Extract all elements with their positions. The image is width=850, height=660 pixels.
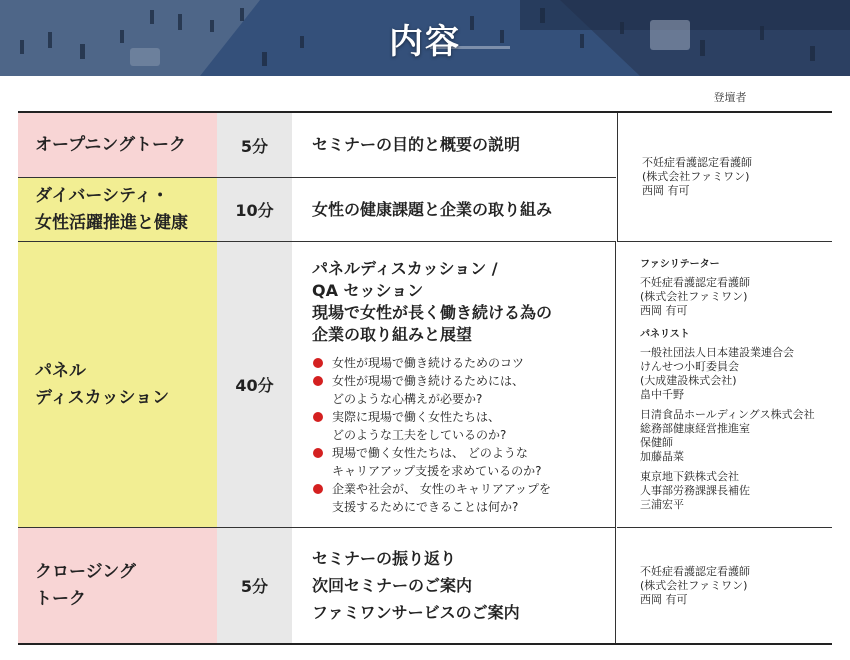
content-cell [292,113,615,177]
discussion-topic-list [312,354,615,516]
speaker-cell-closing [615,528,832,643]
content-cell [292,242,615,527]
duration-label: 40分 [235,376,274,395]
facilitator-block: 不妊症看護認定看護師 (株式会社ファミワン) 西岡 有可 [640,276,750,317]
topic-cell [18,113,217,177]
topic-cell [18,178,217,241]
speaker-cell-panel [615,242,832,527]
bullet-dot-icon [313,358,323,368]
content-line: 女性の健康課題と企業の取り組み [312,199,553,219]
list-item: 実際に現場で働く女性たちは、 どのような工夫をしているのか? [312,408,615,444]
content-line: セミナーの振り返り [312,549,457,568]
panelist-block: 東京地下鉄株式会社 人事部労務課課長補佐 三浦宏平 [640,470,750,511]
row-divider [18,177,616,178]
content-line: QA セッション [312,281,424,300]
speaker-company: (株式会社ファミワン) [640,578,748,592]
content-cell [292,178,615,241]
duration-cell [217,242,292,527]
list-item: 企業や社会が、 女性のキャリアアップを 支援するためにできることは何か? [312,480,615,516]
content-line: 次回セミナーのご案内 [312,576,473,595]
list-item: 女性が現場で働き続けるためには、 どのような心構えが必要か? [312,372,615,408]
speaker-name: 西岡 有可 [640,592,688,606]
topic-label: オープニングトーク [35,134,186,155]
speaker-company: (株式会社ファミワン) [642,170,750,183]
content-line: セミナーの目的と概要の説明 [312,135,521,154]
content-line: 現場で女性が長く働き続ける為の [312,303,553,322]
topic-label: 女性活躍推進と健康 [35,212,188,233]
bullet-dot-icon [313,412,323,422]
bullet-dot-icon [313,484,323,494]
table-row-panel [18,242,832,527]
topic-label: クロージング [35,561,136,582]
duration-cell [217,113,292,177]
page-title: 内容 [389,22,461,62]
panelist-block: 日清食品ホールディングス株式会社 総務部健康経営推進室 保健師 加藤晶菜 [640,408,815,463]
speaker-title: 不妊症看護認定看護師 [640,564,750,578]
list-item: 現場で働く女性たちは、 どのような キャリアアップ支援を求めているのか? [312,444,615,480]
content-line: 企業の取り組みと展望 [312,325,473,344]
panelist-block: 一般社団法人日本建設業連合会 けんせつ小町委員会 (大成建設株式会社) 畠中千野 [640,346,794,401]
table-bottom-rule [18,643,832,645]
topic-label: ディスカッション [35,387,170,408]
content-line: ファミワンサービスのご案内 [312,603,520,622]
header-banner [0,0,850,76]
speaker-name: 西岡 有可 [642,184,690,197]
duration-cell [217,528,292,643]
bullet-dot-icon [313,448,323,458]
speaker-title: 不妊症看護認定看護師 [642,156,752,169]
bullet-dot-icon [313,376,323,386]
table-row-closing [18,528,832,643]
duration-label: 5分 [240,136,269,156]
speaker-column-header: 登壇者 [713,91,747,104]
panelist-label: パネリスト [640,329,690,340]
list-item: 女性が現場で働き続けるためのコツ [312,354,615,372]
topic-cell [18,528,217,643]
facilitator-label: ファシリテーター [640,259,720,270]
topic-label: ダイバーシティ・ [35,185,169,206]
topic-label: パネル [35,360,86,381]
duration-label: 5分 [240,577,269,596]
topic-cell [18,242,217,527]
duration-label: 10分 [235,201,274,220]
duration-cell [217,178,292,241]
content-cell [292,528,615,643]
content-line: パネルディスカッション / [312,259,498,278]
topic-label: トーク [35,588,86,609]
speaker-cell-opening [617,113,832,241]
